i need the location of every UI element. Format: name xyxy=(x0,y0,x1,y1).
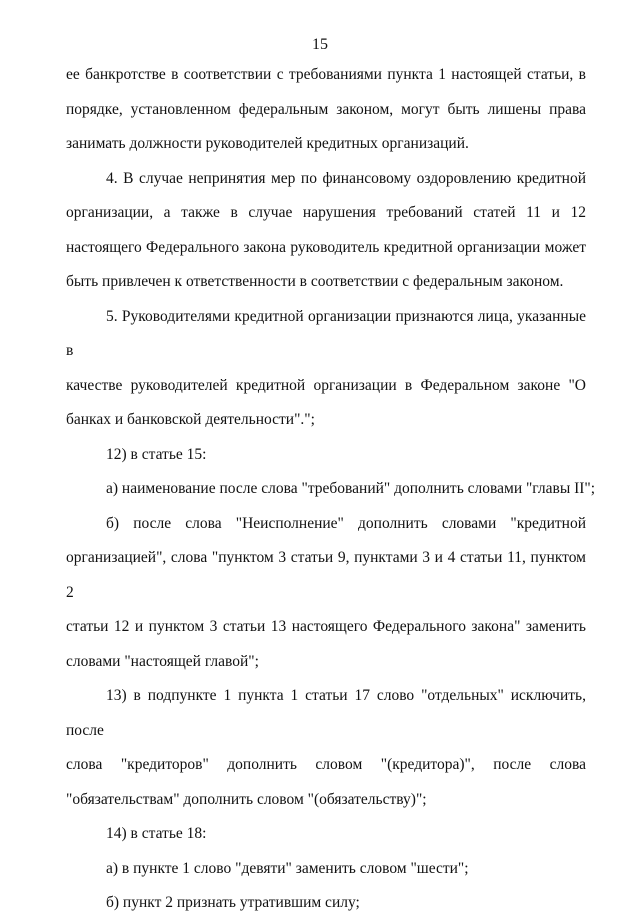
text-line: организации, а также в случае нарушения требований статей 11 и 12 xyxy=(66,204,586,221)
page-number: 15 xyxy=(312,36,328,53)
text-line: слова "кредиторов" дополнить словом "(кредитора)", после слова xyxy=(66,756,586,773)
text-line: организацией", слова "пунктом 3 статьи 9, пунктами 3 и 4 статьи 11, пунктом 2 xyxy=(66,549,586,601)
paragraph-item-14b xyxy=(66,886,586,921)
text-line: словами "настоящей главой"; xyxy=(66,652,259,670)
document-body xyxy=(66,58,596,921)
text-line: 5. Руководителями кредитной организации признаются лица, указанные в xyxy=(66,307,586,359)
text-line: 14) в статье 18: xyxy=(106,825,207,842)
paragraph-item-12a xyxy=(66,472,596,507)
paragraph-continuation xyxy=(66,58,586,162)
text-line: статьи 12 и пунктом 3 статьи 13 настоящего Федерального закона" заменить xyxy=(66,618,586,635)
text-line: занимать должности руководителей кредитных организаций. xyxy=(66,135,469,152)
text-line: а) в пункте 1 слово "девяти" заменить словом "шести"; xyxy=(106,859,469,877)
text-line: а) наименование после слова "требований" дополнить словами "главы II"; xyxy=(106,480,596,497)
text-line: 12) в статье 15: xyxy=(106,445,207,463)
text-line: 13) в подпункте 1 пункта 1 статьи 17 слово "отдельных" исключить, после xyxy=(66,687,586,739)
text-line: "обязательствам" дополнить словом "(обязательству)"; xyxy=(66,790,427,808)
paragraph-item-14a xyxy=(66,852,586,887)
text-line: порядке, установленном федеральным законом, могут быть лишены права xyxy=(66,100,586,118)
paragraph-item-4 xyxy=(66,162,586,300)
text-line: 4. В случае непринятия мер по финансовому оздоровлению кредитной xyxy=(106,169,586,187)
paragraph-item-13 xyxy=(66,679,586,817)
text-line: банках и банковской деятельности"."; xyxy=(66,411,315,428)
paragraph-item-12 xyxy=(66,438,586,473)
paragraph-item-5 xyxy=(66,300,586,438)
paragraph-item-12b xyxy=(66,507,586,680)
text-line: качестве руководителей кредитной организации в Федеральном законе "О xyxy=(66,376,586,394)
text-line: ее банкротстве в соответствии с требованиями пункта 1 настоящей статьи, в xyxy=(66,66,586,83)
text-line: б) после слова "Неисполнение" дополнить словами "кредитной xyxy=(106,514,586,532)
text-line: настоящего Федерального закона руководитель кредитной организации может xyxy=(66,238,586,256)
text-line: б) пункт 2 признать утратившим силу; xyxy=(106,894,360,911)
paragraph-item-14 xyxy=(66,817,586,852)
text-line: быть привлечен к ответственности в соответствии с федеральным законом. xyxy=(66,273,564,290)
